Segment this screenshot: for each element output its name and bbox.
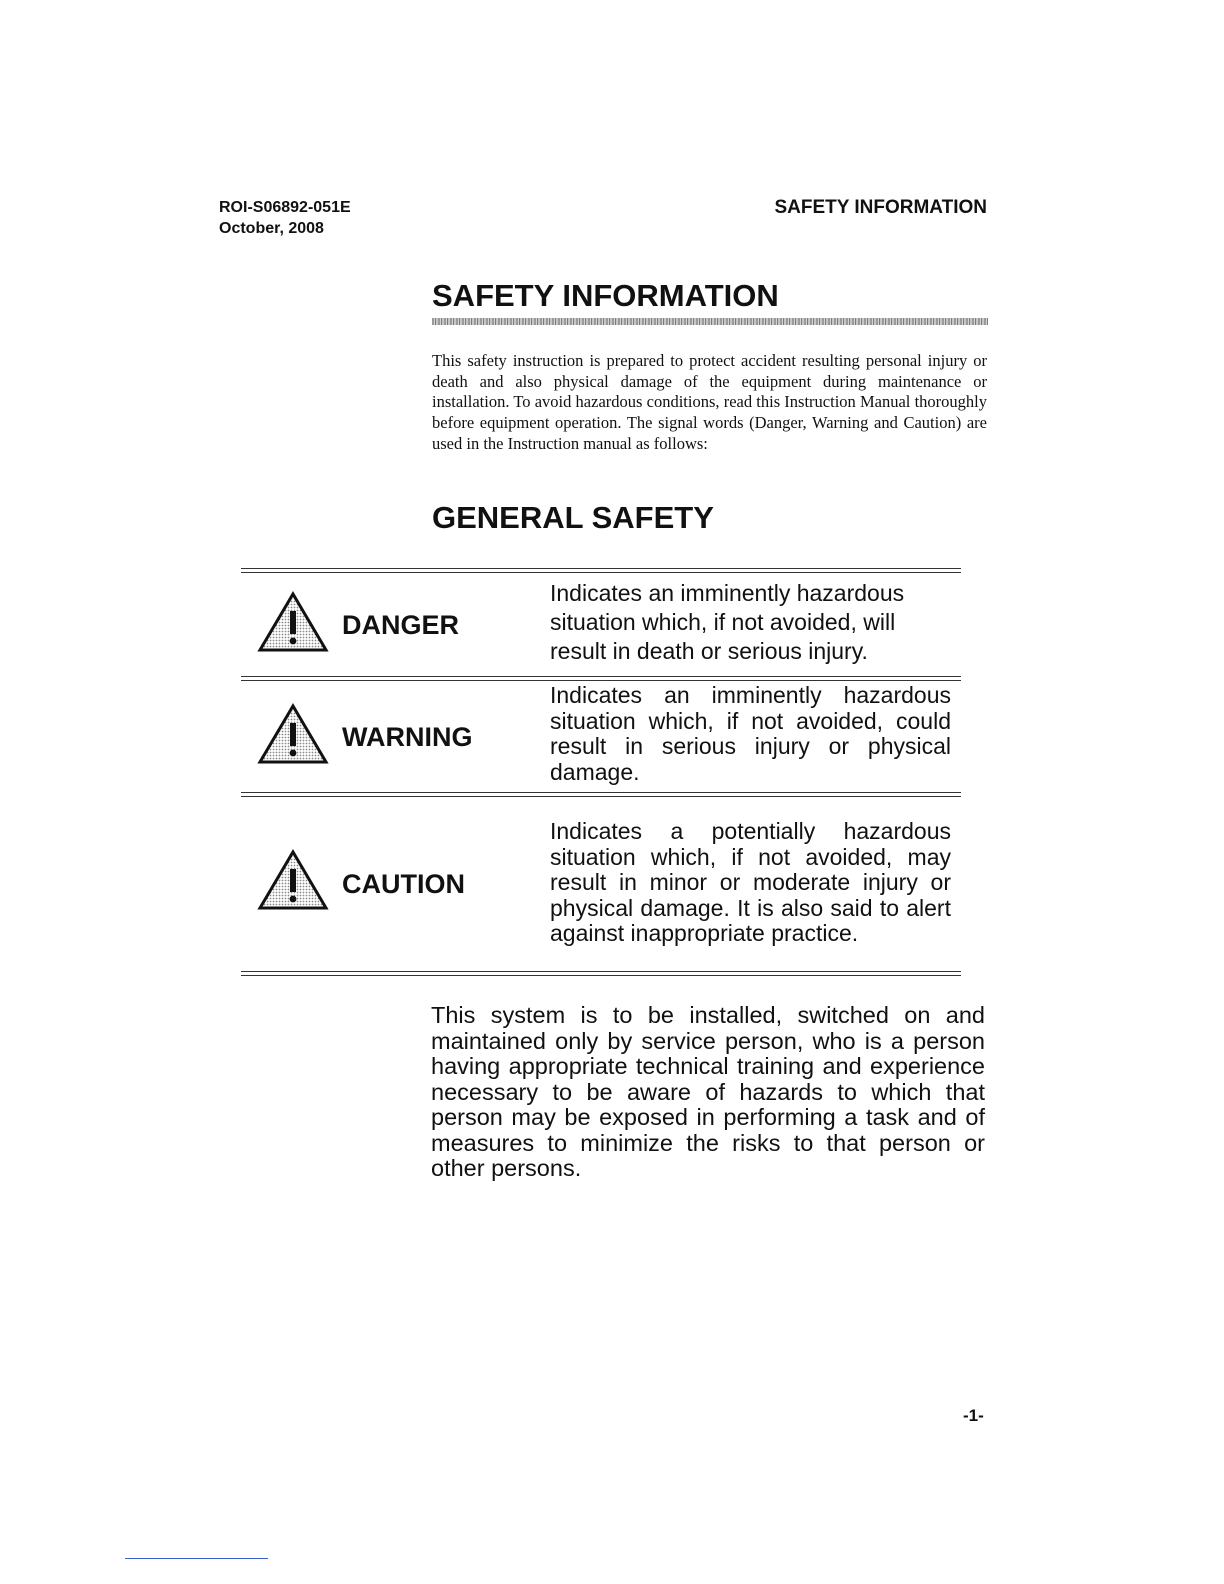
signal-description-danger: Indicates an imminently hazardous situation which, if not avoided, will result in death or serious injury. (550, 580, 905, 664)
signal-row-danger (241, 575, 961, 675)
doc-number: ROI-S06892-051E (219, 199, 351, 216)
footer-line (125, 1558, 268, 1559)
signal-word-caution: CAUTION (342, 869, 465, 899)
table-rule-bottom (241, 971, 961, 976)
intro-paragraph: This safety instruction is prepared to protect accident resulting personal injury or death and also physical damage of the equipment during maintenance or installation. To avoid hazardous conditions, read this Instruction Manual thoroughly before equipment operation. The signal words (Danger, Warning and Caution) are used in the Instruction manual as follows: (432, 351, 987, 453)
signal-row-caution (241, 799, 961, 969)
signal-word-warning: WARNING (342, 722, 473, 752)
table-rule-top (241, 568, 961, 573)
signal-word-danger: DANGER (342, 610, 460, 640)
warning-triangle-icon (257, 591, 329, 653)
warning-triangle-icon (257, 849, 329, 911)
table-rule (241, 676, 961, 681)
doc-header-left (219, 197, 351, 239)
title-underline (432, 318, 988, 325)
page-title: SAFETY INFORMATION (432, 278, 779, 313)
table-rule (241, 792, 961, 797)
doc-date: October, 2008 (219, 220, 324, 237)
signal-row-warning (241, 683, 961, 791)
general-safety-title: GENERAL SAFETY (432, 500, 714, 535)
running-header-section: SAFETY INFORMATION (774, 197, 987, 218)
warning-triangle-icon (257, 703, 329, 765)
signal-description-caution: Indicates a potentially hazardous situation which, if not avoided, may result in minor or moderate injury or physical damage. It is also said to alert against inappropriate practice. (550, 818, 951, 946)
signal-description-warning: Indicates an imminently hazardous situation which, if not avoided, could result in serious injury or physical damage. (550, 682, 951, 785)
closing-paragraph: This system is to be installed, switched on and maintained only by service person, who is a person having appropriate technical training and experience necessary to be aware of hazards to which that person may be exposed in performing a task and of measures to minimize the risks to that person or other persons. (431, 1002, 985, 1181)
page-number: -1- (963, 1406, 984, 1425)
